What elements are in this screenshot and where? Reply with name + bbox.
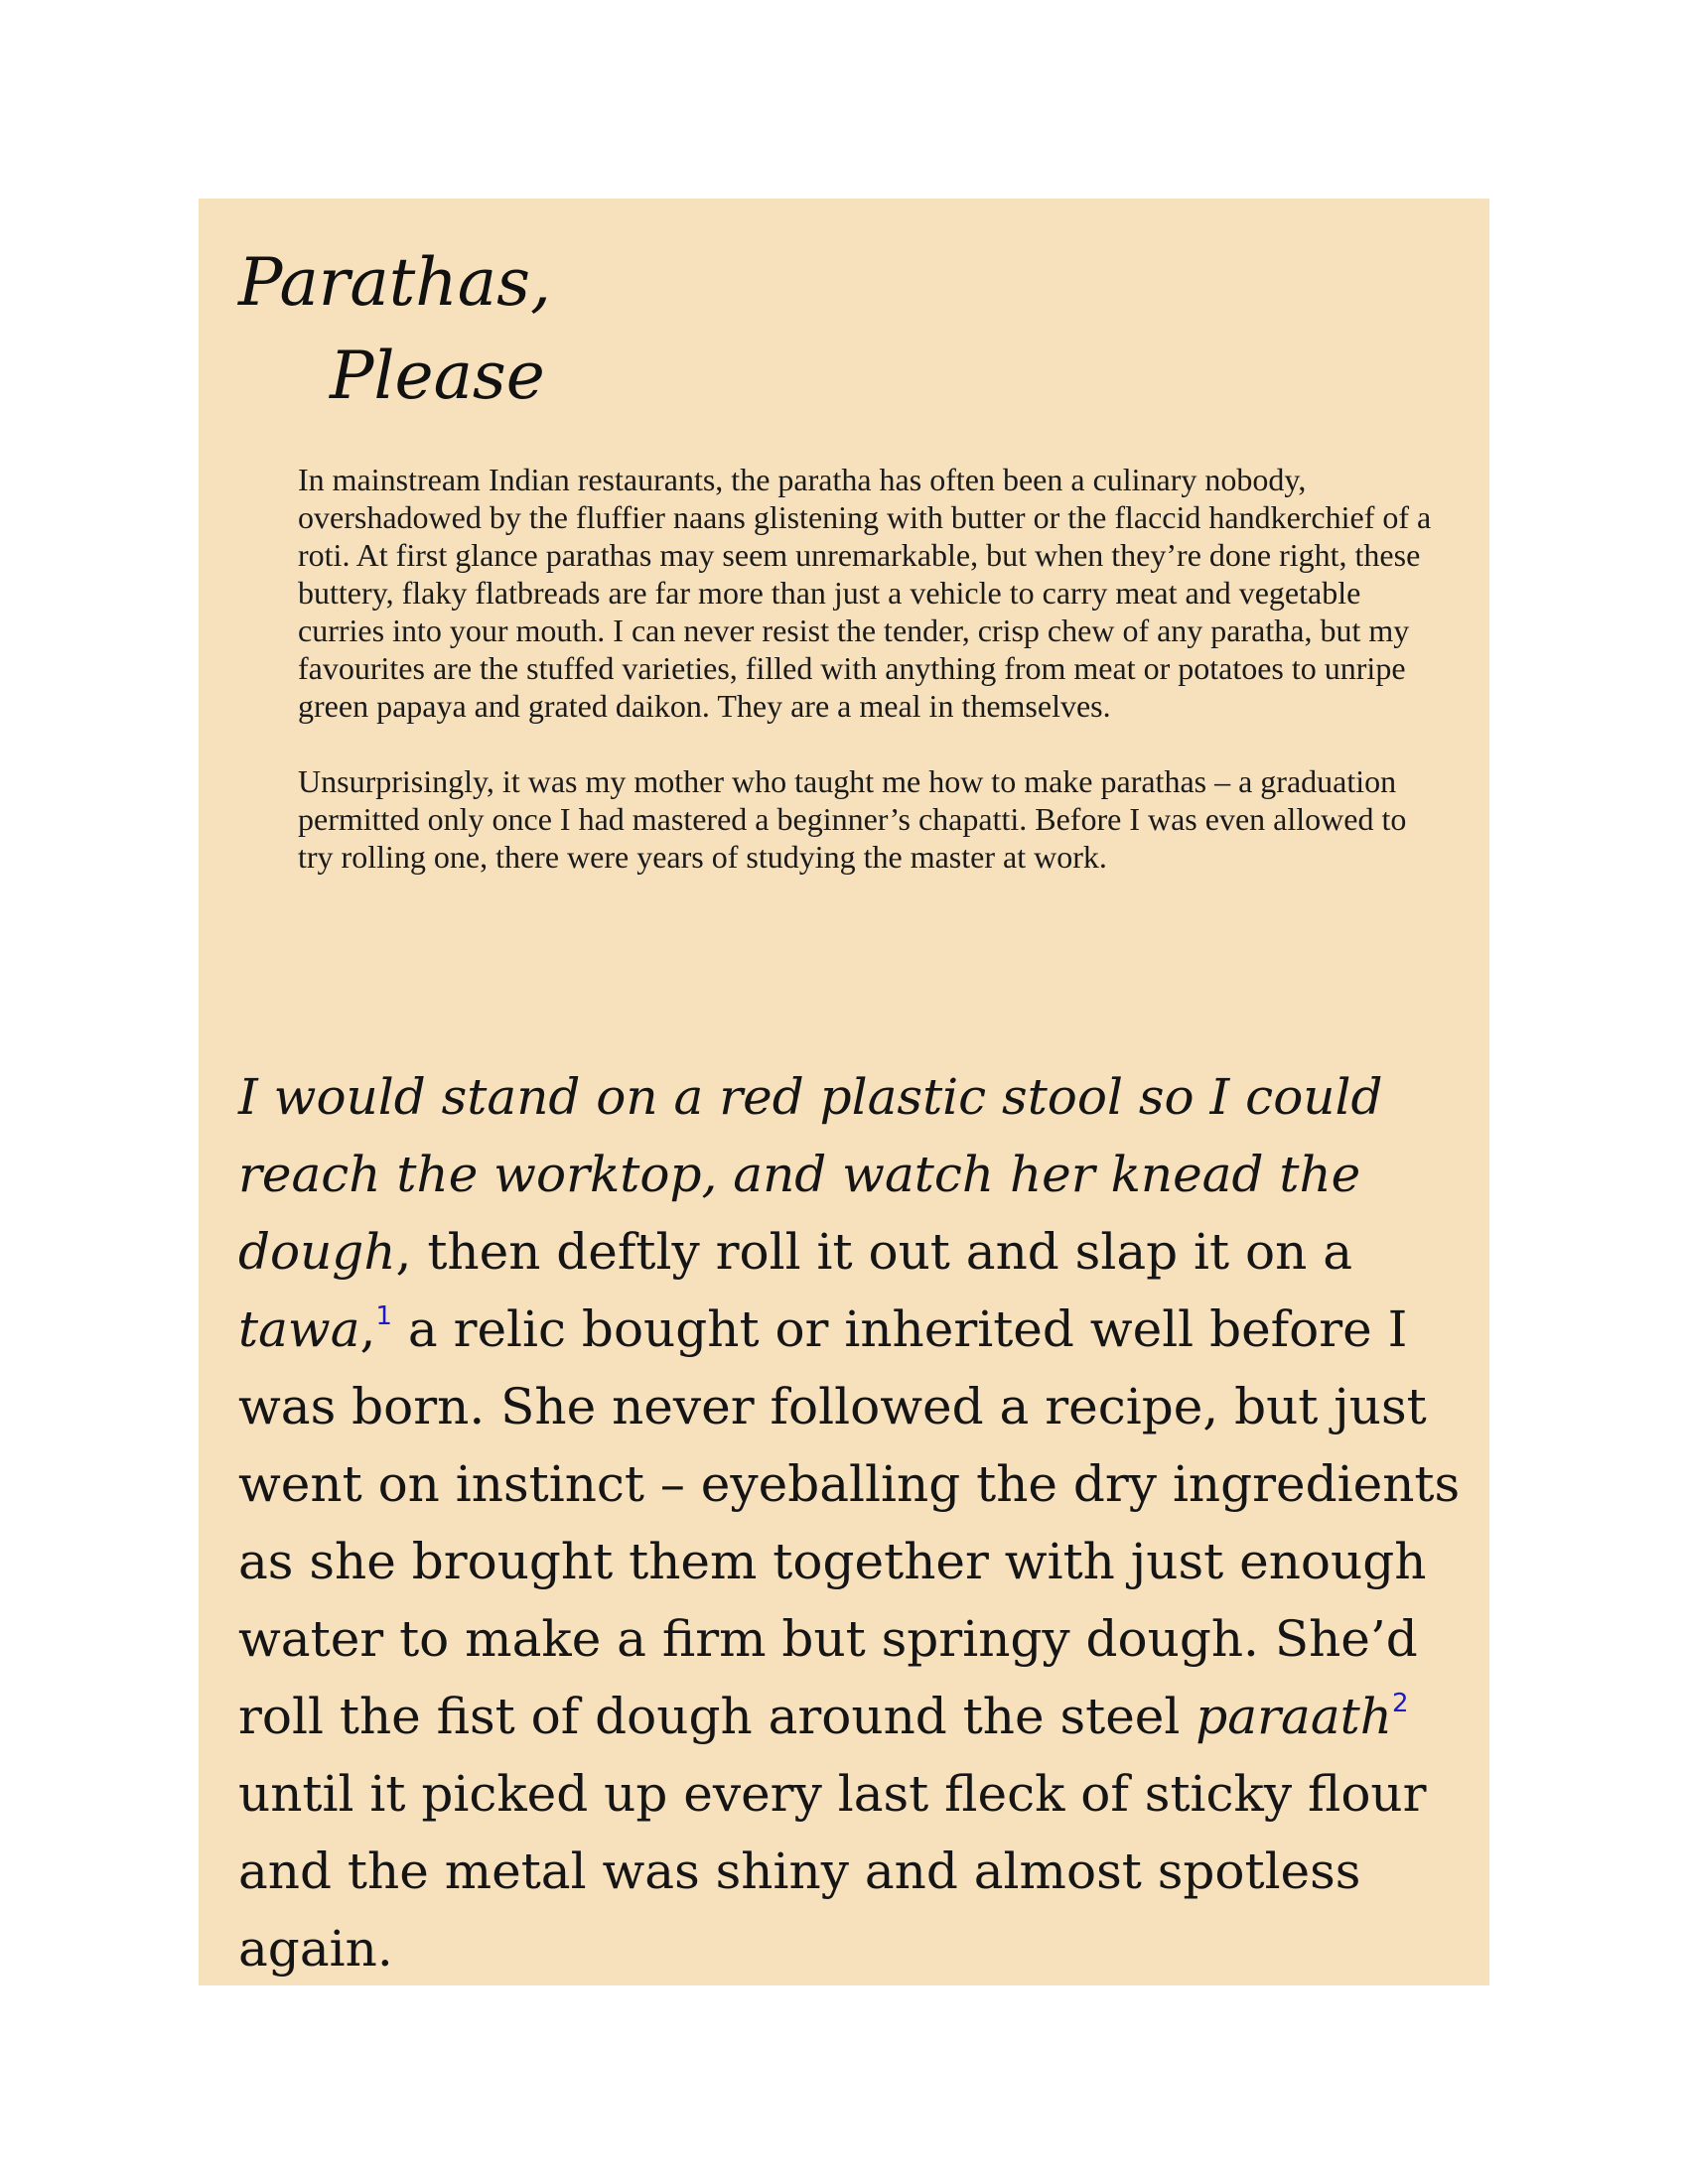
footnote-ref-1[interactable]: 1 — [375, 1301, 392, 1331]
article-panel — [199, 199, 1489, 1985]
pull-quote-italic-lead: I would stand on a red plastic stool so I could reach the worktop, and watch her knead the dough — [238, 1068, 1383, 1281]
comma: , — [359, 1300, 376, 1358]
footnote-ref-2[interactable]: 2 — [1391, 1689, 1409, 1718]
pull-text-b: a relic bought or inherited well before I was born. She never followed a recipe, but just went on instinct – eyeballing the dry ingredients as she brought them together with just enough water to make a firm but springy dough. She’d roll the fist of dough around the steel — [238, 1300, 1461, 1745]
intro-paragraph-1: In mainstream Indian restaurants, the paratha has often been a culinary nobody, overshadowed by the fluffier naans glistening with butter or the flaccid handkerchief of a roti. At first glance parathas may seem unremarkable, but when they’re done right, these buttery, flaky flatbreads are far more than just a vehicle to carry meat and vegetable curries into your mouth. I can never resist the tender, crisp chew of any paratha, but my favourites are the stuffed varieties, filled with anything from meat or potatoes to unripe green papaya and grated daikon. They are a meal in themselves. — [298, 462, 1432, 724]
article-title — [238, 236, 551, 423]
term-paraath: paraath — [1196, 1688, 1392, 1745]
intro-paragraph-2: Unsurprisingly, it was my mother who taught me how to make parathas – a graduation permitted only once I had mastered a beginner’s chapatti. Before I was even allowed to try rolling one, there were years of studying the master at work. — [298, 763, 1407, 875]
term-tawa: tawa — [238, 1300, 360, 1358]
intro-text — [298, 461, 1440, 913]
pull-text-c: until it picked up every last fleck of sticky flour and the metal was shiny and almost spotless again. — [238, 1765, 1427, 1978]
title-line-2: Please — [330, 338, 545, 414]
title-line-1: Parathas, — [238, 244, 551, 321]
pull-text-a: , then deftly roll it out and slap it on a — [395, 1223, 1353, 1281]
pull-quote-paragraph — [238, 1058, 1470, 1987]
